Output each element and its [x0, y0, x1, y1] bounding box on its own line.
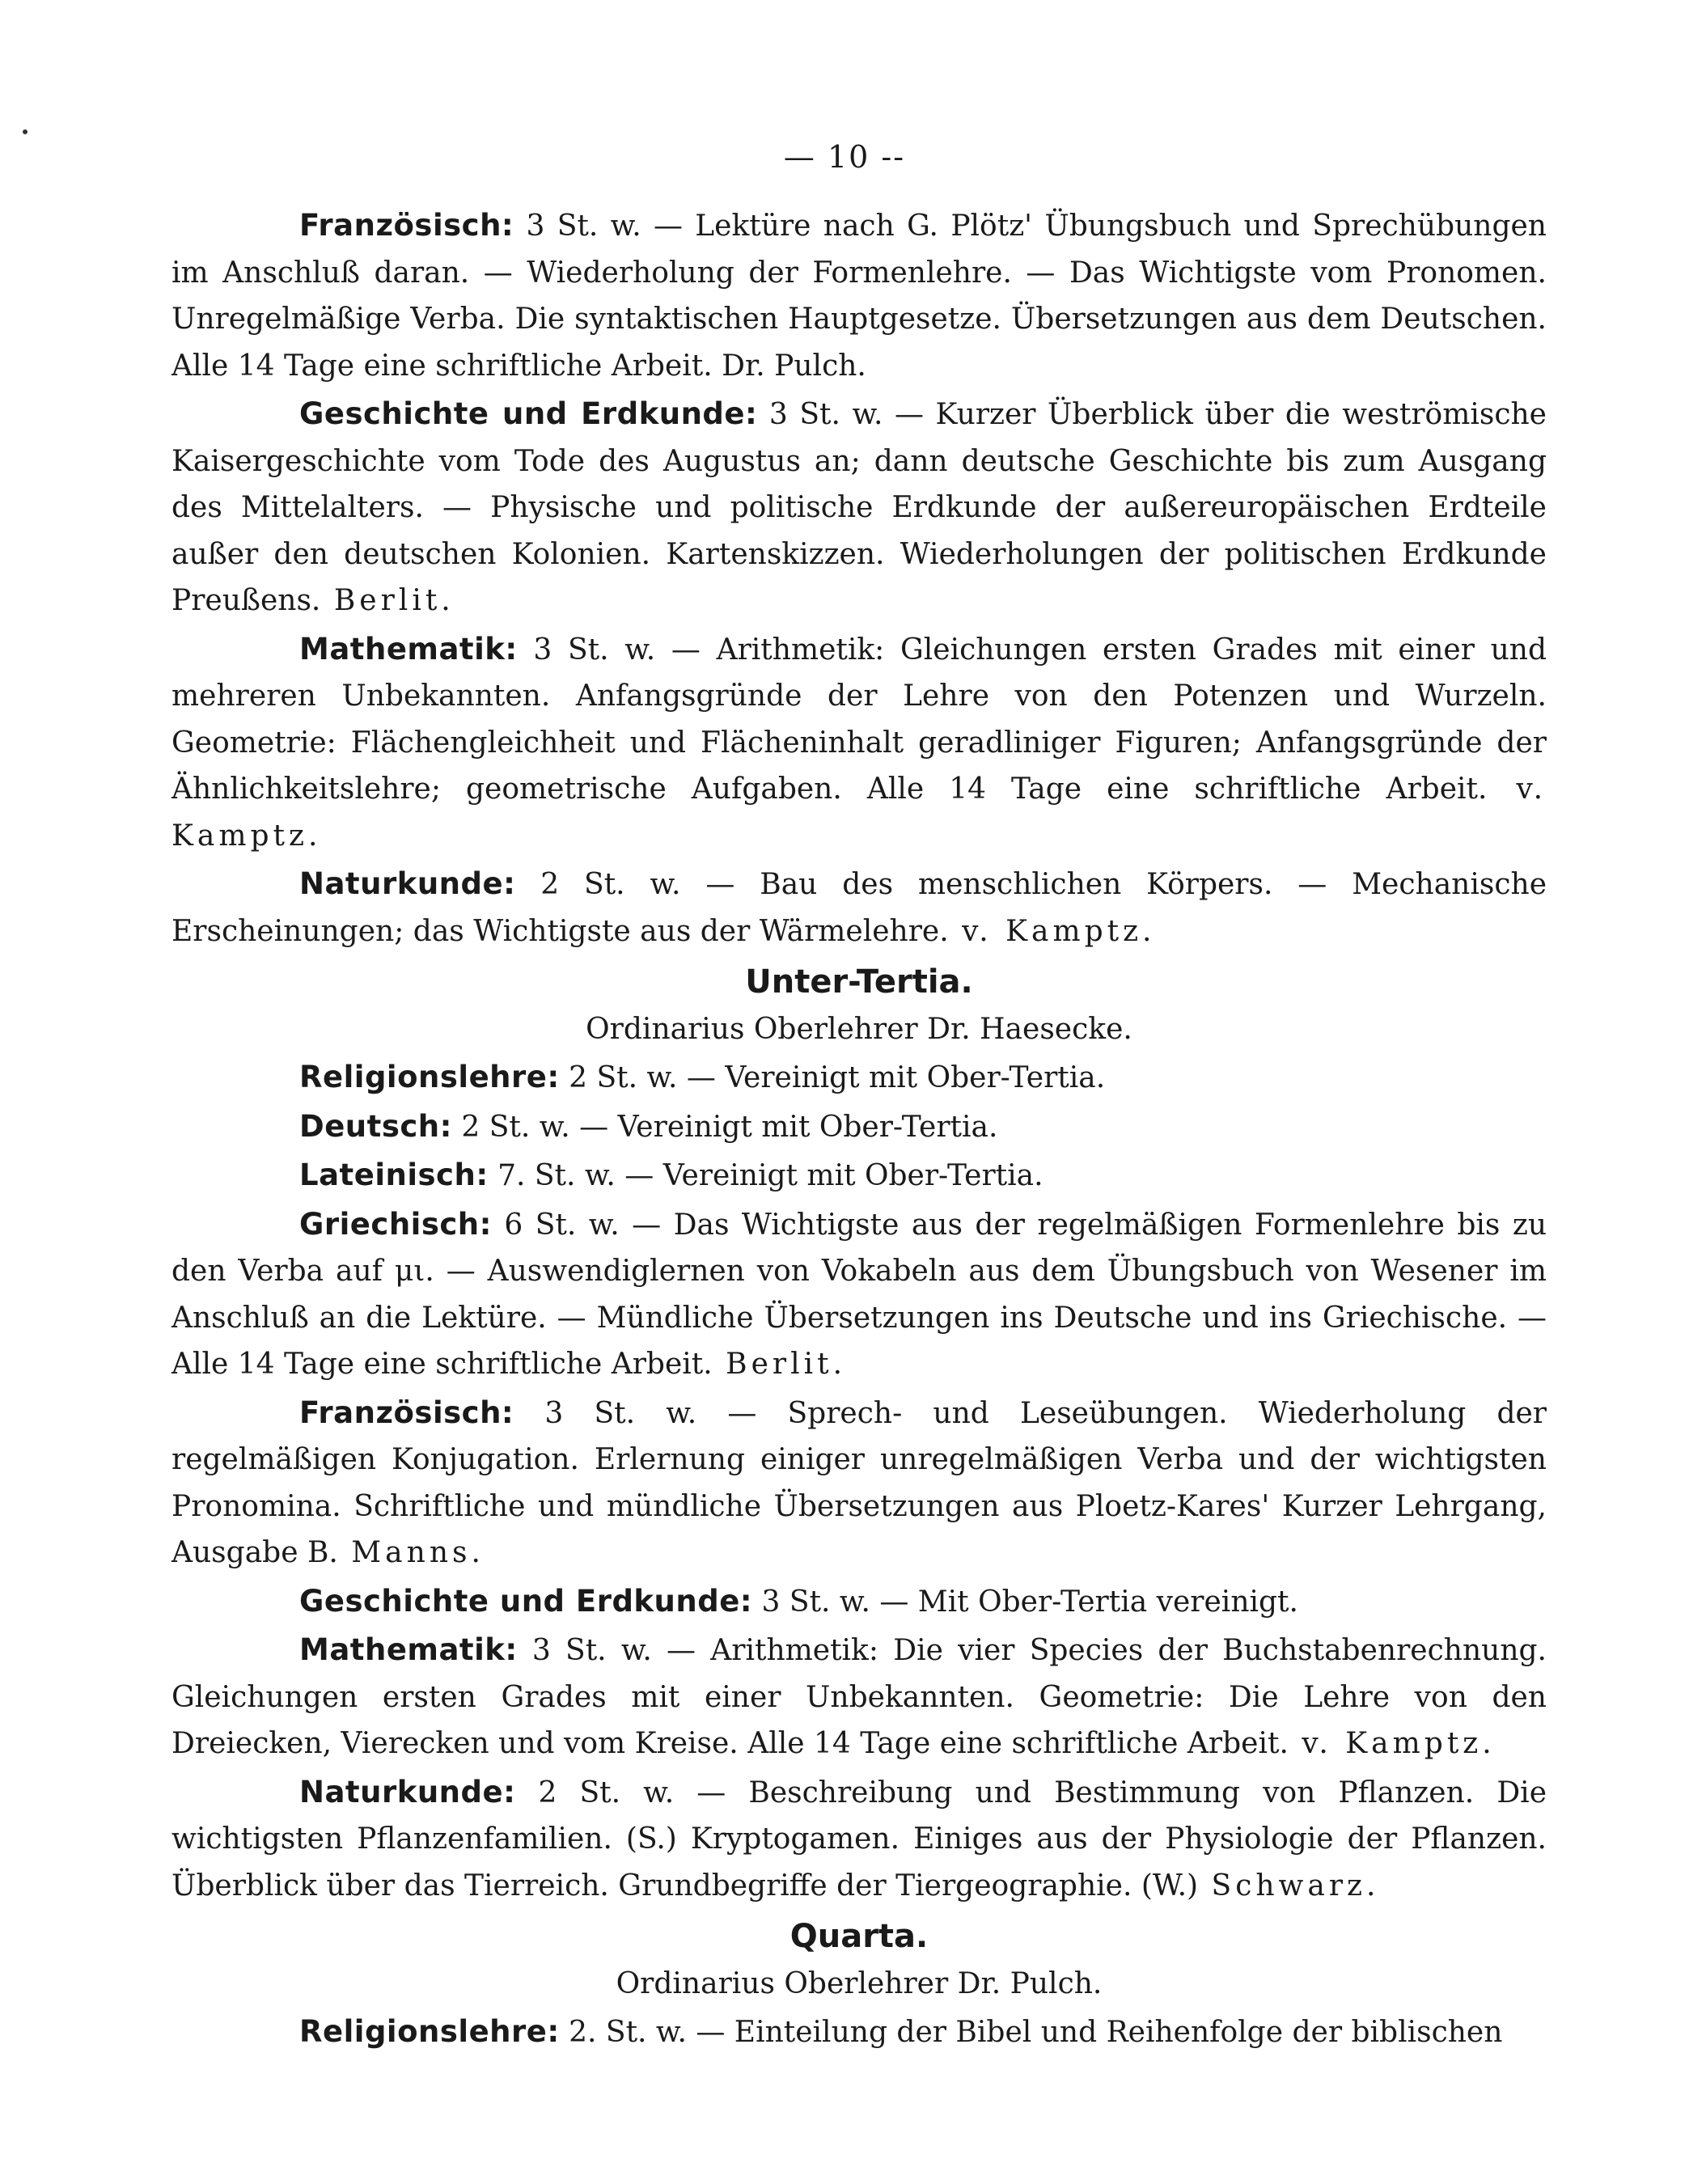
teacher-name: Berlit.	[712, 1348, 847, 1381]
subject-label: Deutsch:	[299, 1108, 452, 1144]
teacher-name: Berlit.	[320, 584, 455, 617]
paragraph-text: 6 St. w. — Das Wichtigste aus der regelmäßigen Formenlehre bis zu den Verba auf μι. — Auswendiglernen von Vokabeln aus dem Übungsbuch von Wesener im Anschluß an die Lektüre. — Mündliche Übersetzungen ins Deutsche und ins Griechische. — Alle 14 Tage eine schriftliche Arbeit.	[171, 1208, 1547, 1381]
subject-label: Griechisch:	[299, 1206, 492, 1242]
subject-label: Lateinisch:	[299, 1158, 489, 1192]
paragraph-deutsch-ut	[171, 1103, 1547, 1151]
paragraph-griechisch-ut	[171, 1201, 1547, 1388]
subject-label: Geschichte und Erdkunde:	[299, 396, 758, 431]
scan-speck	[23, 129, 28, 134]
teacher-name: Dr. Pulch.	[712, 349, 866, 383]
paragraph-mathematik-ut	[171, 1627, 1547, 1767]
paragraph-religion-quarta	[171, 2008, 1547, 2056]
paragraph-latein-ut	[171, 1152, 1547, 1200]
paragraph-naturkunde-ut	[171, 1769, 1547, 1910]
paragraph-religion-ut	[171, 1054, 1547, 1102]
teacher-name: Manns.	[337, 1536, 485, 1569]
paragraph-geschichte-ut	[171, 1578, 1547, 1626]
paragraph-text: 2 St. w. — Beschreibung und Bestimmung von Pflanzen. Die wichtigsten Pflanzenfamilien. (S.) Kryptogamen. Einiges aus der Physiologie der Pflanzen. Überblick über das Tierreich. Grundbegriffe der Tiergeographie. (W.)	[171, 1776, 1547, 1903]
teacher-name: v. Kamptz.	[948, 914, 1156, 948]
paragraph-franzoesisch-ut	[171, 1390, 1547, 1577]
paragraph-mathematik-ot	[171, 626, 1547, 860]
paragraph-text: 3 St. w. — Lektüre nach G. Plötz' Übungsbuch und Sprechübungen im Anschluß daran. — Wiederholung der Formenlehre. — Das Wichtigste vom Pronomen. Unregelmäßige Verba. Die syntaktischen Hauptgesetze. Übersetzungen aus dem Deutschen. Alle 14 Tage eine schriftliche Arbeit.	[171, 210, 1547, 383]
paragraph-text: 3 St. w. — Arithmetik: Die vier Species der Buchstabenrechnung. Gleichungen ersten Grades mit einer Unbekannten. Geometrie: Die Lehre von den Dreiecken, Vierecken und vom Kreise. Alle 14 Tage eine schriftliche Arbeit.	[171, 1634, 1547, 1760]
paragraph-naturkunde-ot	[171, 861, 1547, 954]
ordinarius-untertertia: Ordinarius Oberlehrer Dr. Haesecke.	[586, 1013, 1132, 1046]
paragraph-text: 2 St. w. — Vereinigt mit Ober-Tertia.	[451, 1110, 998, 1144]
ordinarius-quarta: Ordinarius Oberlehrer Dr. Pulch.	[616, 1967, 1103, 2000]
paragraph-franzoesisch-ot	[171, 202, 1547, 389]
page-number: — 10 --	[783, 139, 906, 175]
page-content	[171, 202, 1547, 2056]
subject-label: Französisch:	[299, 1395, 514, 1430]
subject-label: Französisch:	[299, 208, 514, 243]
teacher-name: v. Kamptz.	[171, 772, 1547, 853]
teacher-name: v. Kamptz.	[1288, 1727, 1496, 1760]
paragraph-text: 3 St. w. — Sprech- und Leseübungen. Wiederholung der regelmäßigen Konjugation. Erlernung einiger unregelmäßigen Verba und der wichtigsten Pronomina. Schriftliche und mündliche Übersetzungen aus Ploetz-Kares' Kurzer Lehrgang, Ausgabe B.	[171, 1396, 1547, 1569]
subject-label: Religionslehre:	[299, 2014, 560, 2049]
teacher-name: Schwarz.	[1198, 1869, 1380, 1903]
subject-label: Geschichte und Erdkunde:	[299, 1583, 753, 1619]
section-heading-untertertia: Unter-Tertia.	[745, 963, 973, 1001]
subject-label: Mathematik:	[299, 631, 518, 667]
paragraph-text: 2 St. w. — Vereinigt mit Ober-Tertia.	[559, 1061, 1106, 1094]
paragraph-geschichte-ot	[171, 391, 1547, 624]
section-heading-quarta: Quarta.	[789, 1918, 929, 1955]
paragraph-text: 2. St. w. — Einteilung der Bibel und Reihenfolge der biblischen	[559, 2016, 1503, 2049]
subject-label: Naturkunde:	[299, 1774, 516, 1809]
subject-label: Mathematik:	[299, 1632, 518, 1667]
subject-label: Religionslehre:	[299, 1060, 560, 1094]
paragraph-text: 3 St. w. — Kurzer Überblick über die weströmische Kaisergeschichte vom Tode des Augustus an; dann deutsche Geschichte bis zum Ausgang des Mittelalters. — Physische und politische Erdkunde der außereuropäischen Erdteile außer den deutschen Kolonien. Kartenskizzen. Wiederholungen der politischen Erdkunde Preußens.	[171, 398, 1547, 617]
paragraph-text: 3 St. w. — Arithmetik: Gleichungen ersten Grades mit einer und mehreren Unbekannten. Anfangsgründe der Lehre von den Potenzen und Wurzeln. Geometrie: Flächengleichheit und Flächeninhalt geradliniger Figuren; Anfangsgründe der Ähnlichkeitslehre; geometrische Aufgaben. Alle 14 Tage eine schriftliche Arbeit.	[171, 633, 1547, 806]
paragraph-text: 7. St. w. — Vereinigt mit Ober-Tertia.	[488, 1159, 1043, 1192]
paragraph-text: 2 St. w. — Bau des menschlichen Körpers. — Mechanische Erscheinungen; das Wichtigste aus der Wärmelehre.	[171, 868, 1547, 948]
paragraph-text: 3 St. w. — Mit Ober-Tertia vereinigt.	[752, 1585, 1298, 1619]
subject-label: Naturkunde:	[299, 866, 516, 901]
